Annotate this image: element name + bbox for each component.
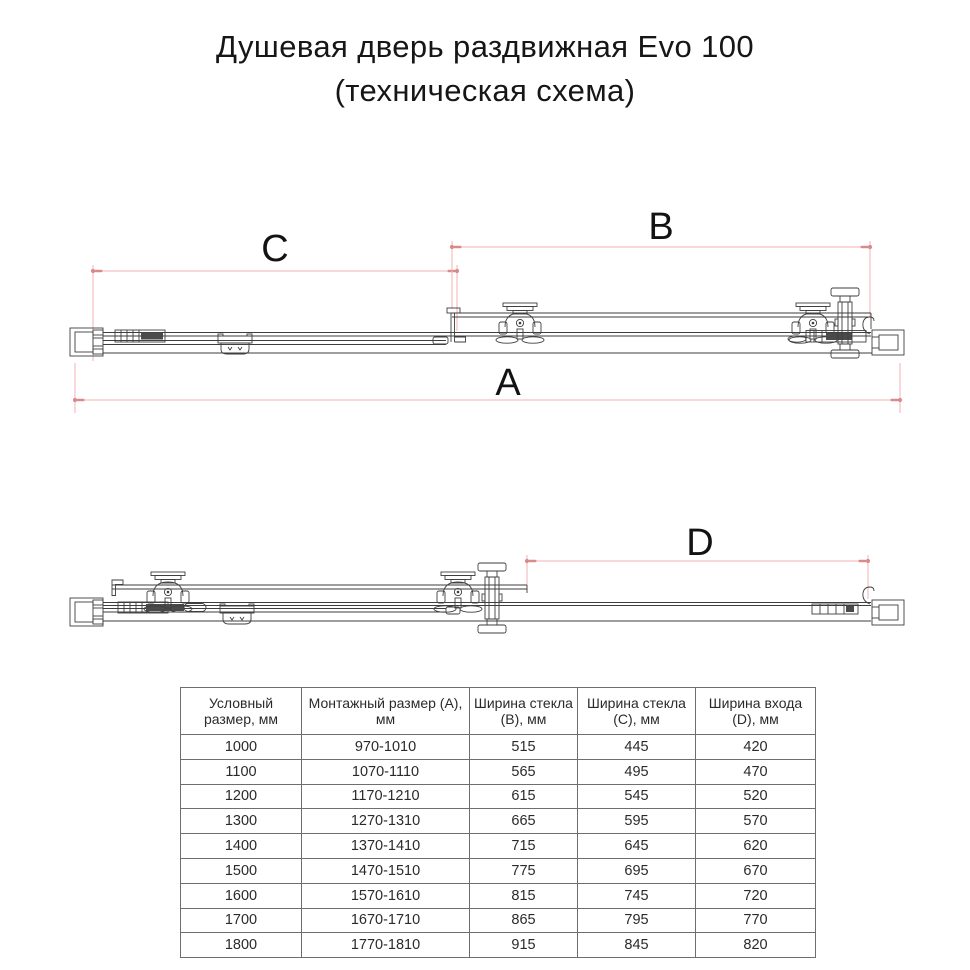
dimension-tick <box>525 559 537 563</box>
table-cell: 865 <box>470 908 578 933</box>
table-cell: 815 <box>470 883 578 908</box>
table-cell: 420 <box>696 735 816 760</box>
table-row <box>181 883 816 908</box>
table-cell: 545 <box>578 784 696 809</box>
dimension-label-a: A <box>495 362 521 404</box>
page-title-line2: (техническая схема) <box>334 73 636 108</box>
wall-profile-left <box>70 328 103 356</box>
table-cell: 1370-1410 <box>302 834 470 859</box>
table-header-row <box>181 688 816 735</box>
diagram-open-view <box>70 522 904 633</box>
table-cell: 1100 <box>181 759 302 784</box>
table-cell: 1500 <box>181 858 302 883</box>
rail-lines <box>103 313 872 353</box>
wall-profile-left <box>70 598 103 626</box>
door-handle <box>831 288 859 358</box>
table-cell: 720 <box>696 883 816 908</box>
glass-clip <box>218 334 252 354</box>
table-cell: 915 <box>470 933 578 958</box>
dimension-tick <box>859 559 871 563</box>
table-cell: 695 <box>578 858 696 883</box>
dimension-tick <box>73 398 85 402</box>
table-row <box>181 809 816 834</box>
dimension-line-b <box>450 206 872 317</box>
dimension-tick <box>448 269 460 273</box>
dimension-line-d <box>525 522 870 599</box>
column-header: Ширина стекла (B), мм <box>470 688 578 735</box>
rail-lines-open <box>103 585 871 621</box>
table-cell: 1670-1710 <box>302 908 470 933</box>
column-header: Монтажный размер (A), мм <box>302 688 470 735</box>
table-cell: 1200 <box>181 784 302 809</box>
table-cell: 770 <box>696 908 816 933</box>
table-cell: 715 <box>470 834 578 859</box>
dimension-label-d: D <box>686 522 714 564</box>
table-cell: 620 <box>696 834 816 859</box>
table-cell: 1700 <box>181 908 302 933</box>
dimension-tick <box>891 398 903 402</box>
table-cell: 1000 <box>181 735 302 760</box>
table-cell: 795 <box>578 908 696 933</box>
table-cell: 1800 <box>181 933 302 958</box>
table-cell: 515 <box>470 735 578 760</box>
table-cell: 445 <box>578 735 696 760</box>
table-cell: 1570-1610 <box>302 883 470 908</box>
table-cell: 565 <box>470 759 578 784</box>
diagram-closed-view <box>70 206 904 413</box>
page-title-line1: Душевая дверь раздвижная Evo 100 <box>215 29 755 64</box>
table-cell: 670 <box>696 858 816 883</box>
wall-profile-right <box>863 587 904 625</box>
table-cell: 775 <box>470 858 578 883</box>
table-row <box>181 735 816 760</box>
dimension-label-c: C <box>261 228 289 270</box>
dimension-tick <box>861 245 873 249</box>
table-cell: 1270-1310 <box>302 809 470 834</box>
table-cell: 595 <box>578 809 696 834</box>
column-header: Ширина стекла (C), мм <box>578 688 696 735</box>
table-cell: 1400 <box>181 834 302 859</box>
size-table <box>180 687 816 958</box>
table-cell: 645 <box>578 834 696 859</box>
roller-assembly <box>496 303 544 343</box>
table-cell: 1770-1810 <box>302 933 470 958</box>
table-cell: 1070-1110 <box>302 759 470 784</box>
table-cell: 745 <box>578 883 696 908</box>
door-handle <box>478 563 506 633</box>
table-cell: 570 <box>696 809 816 834</box>
table-cell: 1600 <box>181 883 302 908</box>
table-cell: 1300 <box>181 809 302 834</box>
table-row <box>181 834 816 859</box>
table-cell: 615 <box>470 784 578 809</box>
table-cell: 495 <box>578 759 696 784</box>
column-header: Ширина входа (D), мм <box>696 688 816 735</box>
dimension-tick <box>91 269 103 273</box>
dimension-label-b: B <box>648 206 674 248</box>
table-cell: 845 <box>578 933 696 958</box>
roller-assembly <box>434 572 482 612</box>
door-stopper <box>112 580 123 596</box>
table-cell: 1170-1210 <box>302 784 470 809</box>
dimension-line-c <box>91 228 459 361</box>
table-cell: 970-1010 <box>302 735 470 760</box>
dimension-line-a <box>73 362 902 413</box>
table-cell: 665 <box>470 809 578 834</box>
table-cell: 520 <box>696 784 816 809</box>
table-row <box>181 908 816 933</box>
table-cell: 820 <box>696 933 816 958</box>
table-row <box>181 759 816 784</box>
column-header: Условный размер, мм <box>181 688 302 735</box>
table-cell: 470 <box>696 759 816 784</box>
table-cell: 1470-1510 <box>302 858 470 883</box>
table-row <box>181 933 816 958</box>
table-row <box>181 858 816 883</box>
table-row <box>181 784 816 809</box>
dimension-tick <box>450 245 462 249</box>
